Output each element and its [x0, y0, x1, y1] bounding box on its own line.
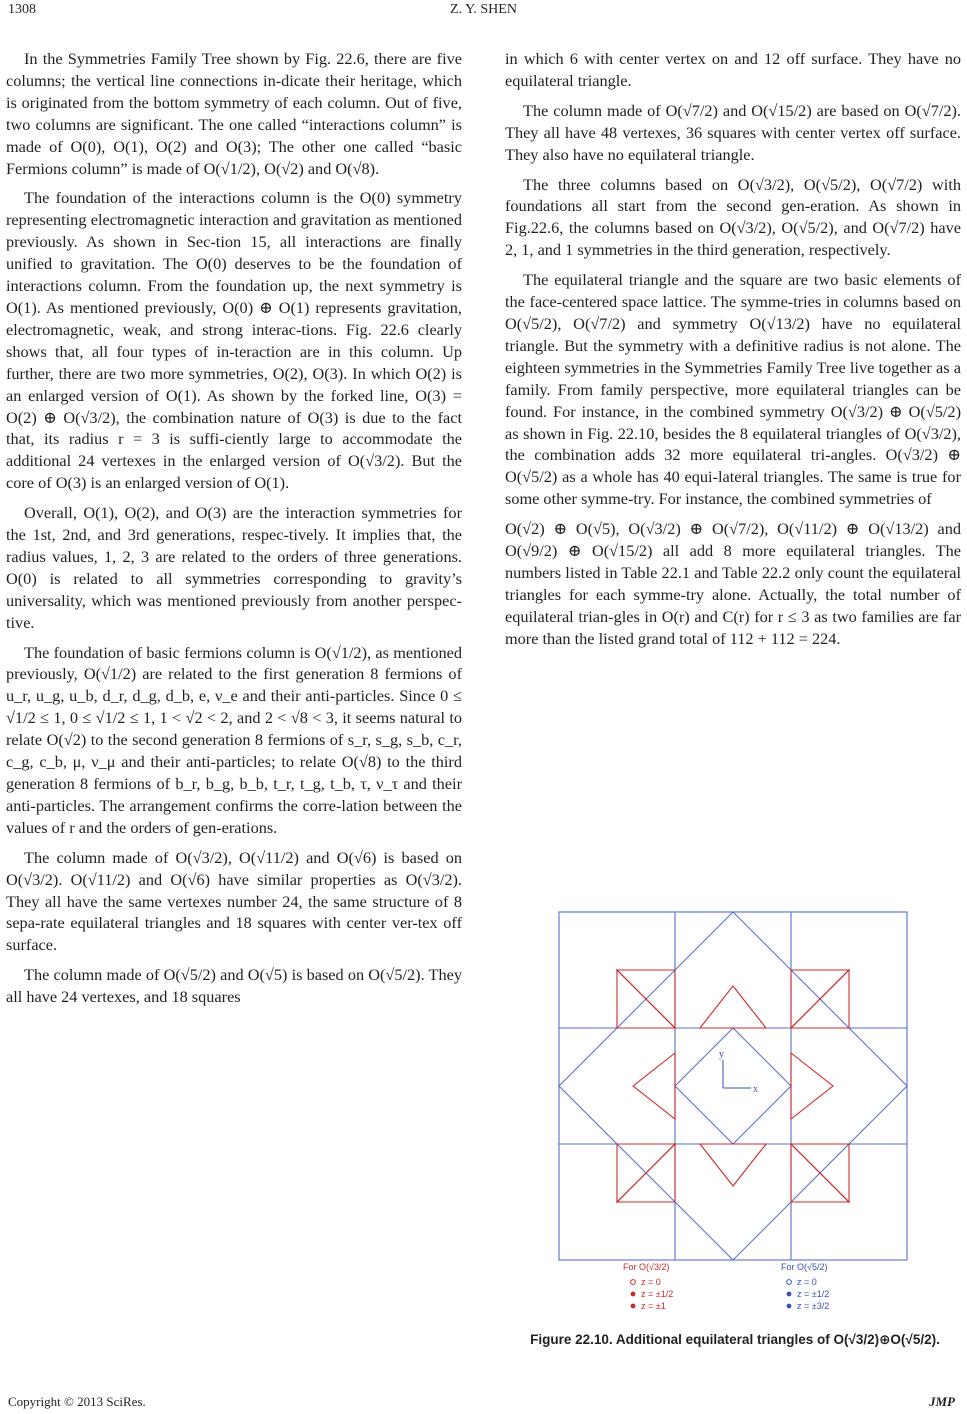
legend-item: z = ±1/2 [641, 1289, 674, 1299]
paragraph: The foundation of basic fermions column is O(√1/2), as mentioned previously, O(√1/2) are related to the first generation 8 fermions of u_r, u_g, u_b, d_r, d_g, d_b, e, ν_e and their anti-particles. Since 0 ≤ √1/2 ≤ 1, 0 ≤ √1/2 ≤ 1, 1 < √2 < 2, and 2 < √8 < 3, it seems natural to relate O(√2) to the second generation 8 fermions of s_r, s_g, s_b, c_r, c_g, c_b, μ, ν_μ and their anti-particles; to relate O(√8) to the third generation 8 fermions of b_r, b_g, b_b, t_r, t_g, t_b, τ, ν_τ and their anti-particles. The arrangement confirms the corre-lation between the values of r and the orders of gen-erations. [6, 642, 462, 837]
right-column [505, 48, 961, 658]
legend-item: z = ±1 [641, 1301, 666, 1311]
legend-title: For O(√3/2) [623, 1262, 670, 1272]
page-number: 1308 [8, 2, 36, 17]
legend-item: z = 0 [797, 1277, 817, 1287]
legend-item: z = ±1/2 [797, 1289, 830, 1299]
lattice-figure [537, 890, 929, 1318]
left-column [6, 48, 462, 1016]
paragraph: In the Symmetries Family Tree shown by Fig. 22.6, there are five columns; the vertical line connections in-dicate their heritage, which is originated from the bottom symmetry of each column. Out of five, two columns are significant. The one called “interactions column” is made of O(0), O(1), O(2) and O(3); The other one called “basic Fermions column” is made of O(√1/2), O(√2) and O(√8). [6, 49, 462, 178]
figure-caption: Figure 22.10. Additional equilateral triangles of O(√3/2)⊕O(√5/2). [530, 1332, 940, 1347]
journal-name: JMP [929, 1394, 955, 1409]
copyright: Copyright © 2013 SciRes. [8, 1394, 146, 1409]
paragraph: The column made of O(√7/2) and O(√15/2) are based on O(√7/2). They all have 48 vertexes, 36 squares with center vertex off surface. They also have no equilateral triangle. [505, 100, 961, 164]
paragraph: The three columns based on O(√3/2), O(√5/2), O(√7/2) with foundations all start from the second gen-eration. As shown in Fig.22.6, the columns based on O(√3/2), O(√5/2), and O(√7/2) have 2, 1, and 1 symmetries in the third generation, respectively. [505, 174, 961, 260]
legend-item: z = ±3/2 [797, 1301, 830, 1311]
running-header-author: Z. Y. SHEN [450, 2, 517, 17]
legend-title: For O(√5/2) [781, 1262, 828, 1272]
paragraph: The foundation of the interactions column is the O(0) symmetry representing electromagnetic interaction and gravitation as mentioned previously. As shown in Sec-tion 15, all interactions are finally unified to gravitation. The O(0) deserves to be the foundation of interactions column. From the foundation up, the next symmetry is O(1). As mentioned previously, O(0) ⊕ O(1) represents gravitation, electromagnetic, weak, and strong interac-tions. Fig. 22.6 clearly shows that, all four types of in-teraction are in this column. Up further, there are two more symmetries, O(2), O(3). In which O(2) is an enlarged version of O(1). As shown by the forked line, O(3) = O(2) ⊕ O(√3/2), the combination nature of O(3) is due to the fact that, its radius r = 3 is suffi-ciently large to accommodate the additional 24 vertexes in the enlarged version of O(√3/2). But the core of O(3) is an enlarged version of O(1). [6, 188, 462, 493]
legend-item: z = 0 [641, 1277, 661, 1287]
paragraph: O(√2) ⊕ O(√5), O(√3/2) ⊕ O(√7/2), O(√11/2) ⊕ O(√13/2) and O(√9/2) ⊕ O(√15/2) all add 8 more equilateral triangles. The numbers listed in Table 22.1 and Table 22.2 only count the equilateral triangles for each symme-try alone. Actually, the total number of equilateral trian-gles in O(r) and C(r) for r ≤ 3 as two families are far more than the listed grand total of 112 + 112 = 224. [505, 519, 961, 648]
axis-x-label: x [753, 1084, 758, 1095]
paragraph: The column made of O(√3/2), O(√11/2) and O(√6) is based on O(√3/2). O(√11/2) and O(√6) have similar properties as O(√3/2). They all have the same vertexes number 24, the same structure of 8 sepa-rate equilateral triangles and 18 squares with center ver-tex off surface. [6, 847, 462, 955]
paragraph: The column made of O(√5/2) and O(√5) is based on O(√5/2). They all have 24 vertexes, and 18 squares [6, 965, 462, 1007]
axis-y-label: y [719, 1049, 724, 1060]
paragraph: The equilateral triangle and the square are two basic elements of the face-centered space lattice. The symme-tries in columns based on O(√5/2), O(√7/2) and symmetry O(√13/2) have no equilateral triangle. But the symmetry with a definitive radius is not alone. The eighteen symmetries in the Symmetries Family Tree live together as a family. From family perspective, more equilateral triangles can be found. For instance, in the combined symmetry O(√3/2) ⊕ O(√5/2) as shown in Fig. 22.10, besides the 8 equilateral triangles of O(√3/2), the combination adds 32 more equilateral tri-angles. O(√3/2) ⊕ O(√5/2) as a whole has 40 equi-lateral triangles. The same is true for some other symme-try. For instance, the combined symmetries of [505, 270, 961, 509]
paragraph: in which 6 with center vertex on and 12 off surface. They have no equilateral triangle. [505, 49, 961, 90]
paragraph: Overall, O(1), O(2), and O(3) are the interaction symmetries for the 1st, 2nd, and 3rd generations, respec-tively. It implies that, the radius values, 1, 2, 3 are related to the orders of three generations. O(0) is related to all symmetries corresponding to gravity’s universality, which was mentioned previously from another perspec-tive. [6, 503, 462, 632]
